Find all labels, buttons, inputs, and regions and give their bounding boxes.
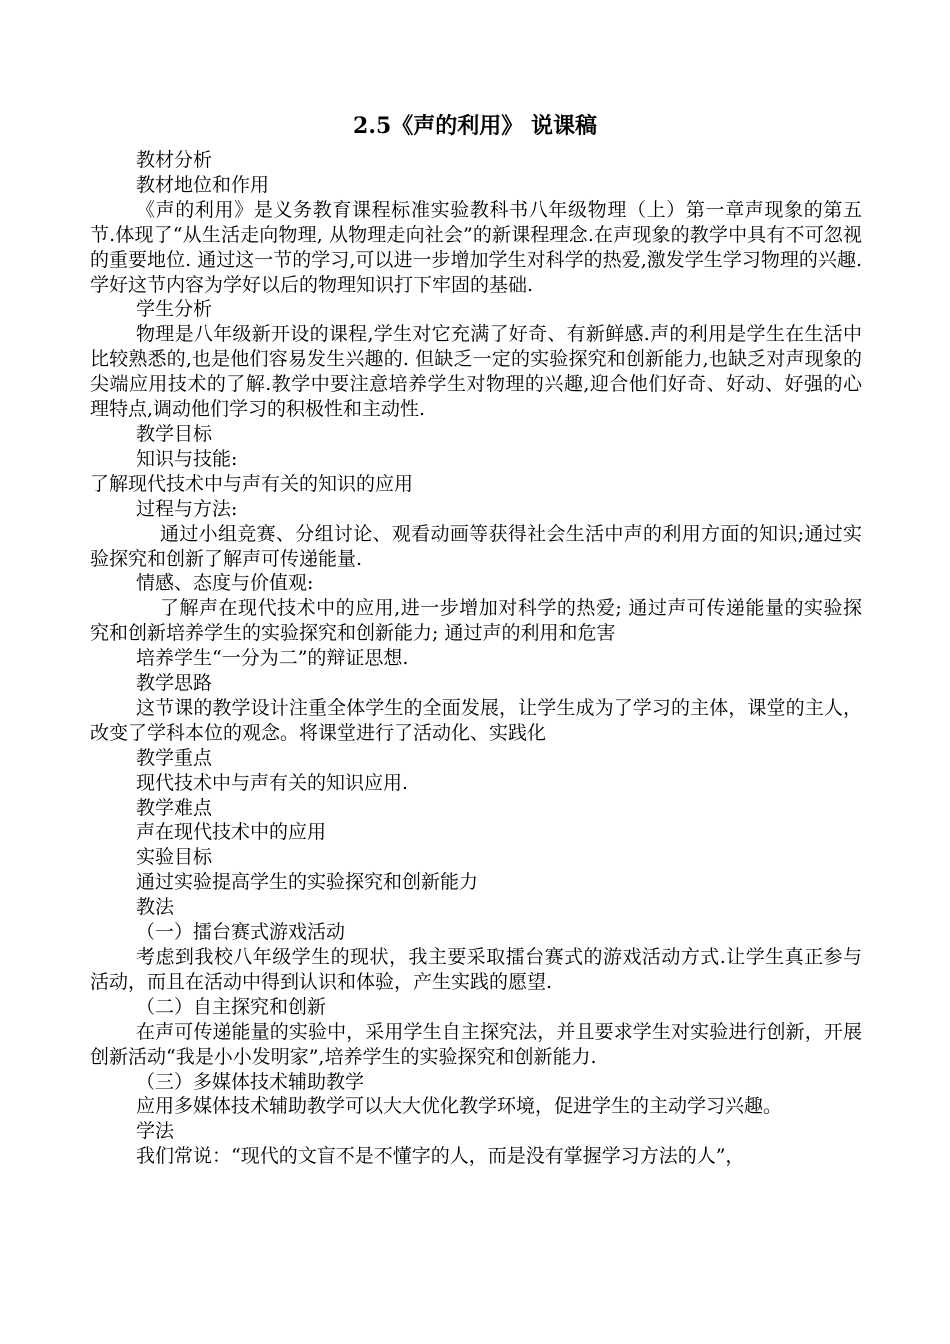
section-line: 教学目标 (136, 422, 213, 445)
section-line: 通过实验提高学生的实验探究和创新能力 (136, 871, 479, 894)
section-line: 知识与技能: (136, 447, 238, 470)
section-line: （二）自主探究和创新 (136, 995, 327, 1018)
section-line: 教学难点 (136, 796, 213, 819)
section-line: 我们常说：“现代的文盲不是不懂字的人，而是没有掌握学习方法的人”， (136, 1145, 745, 1168)
section-line: 培养学生“一分为二”的辩证思想. (136, 647, 409, 670)
body-paragraph: 通过小组竞赛、分组讨论、观看动画等获得社会生活中声的利用方面的知识;通过实验探究和创新了解声可传递能量. (90, 522, 862, 570)
section-line: （三）多媒体技术辅助教学 (136, 1070, 365, 1093)
body-paragraph: 了解声在现代技术中的应用,进一步增加对科学的热爱; 通过声可传递能量的实验探究和创新培养学生的实验探究和创新能力; 通过声的利用和危害 (90, 597, 862, 645)
section-line: 现代技术中与声有关的知识应用. (136, 771, 409, 794)
section-line: 教材分析 (136, 149, 213, 171)
section-line: 教学思路 (136, 672, 213, 695)
section-line: 教法 (136, 896, 175, 919)
document-title: 2.5《声的利用》 说课稿 (353, 113, 597, 139)
section-line: 教材地位和作用 (136, 173, 270, 196)
body-paragraph: 《声的利用》是义务教育课程标准实验教科书八年级物理（上）第一章声现象的第五节.体现了“从生活走向物理, 从物理走向社会”的新课程理念.在声现象的教学中具有不可忽视的重要地位. 通过这一节的学习,可以进一步增加学生对科学的热爱,激发学生学习物理的兴趣.学好这节内容为学好以后的物理知识打下牢固的基础. (90, 198, 862, 296)
body-paragraph: 在声可传递能量的实验中，采用学生自主探究法，并且要求学生对实验进行创新，开展创新活动“我是小小发明家”,培养学生的实验探究和创新能力. (90, 1020, 862, 1068)
body-paragraph: 物理是八年级新开设的课程,学生对它充满了好奇、有新鲜感.声的利用是学生在生活中比较熟悉的,也是他们容易发生兴趣的. 但缺乏一定的实验探究和创新能力,也缺乏对声现象的尖端应用技术的了解.教学中要注意培养学生对物理的兴趣,迎合他们好奇、好动、好强的心理特点,调动他们学习的积极性和主动性. (90, 323, 862, 421)
body-paragraph: 了解现代技术中与声有关的知识的应用 (90, 472, 414, 495)
section-line: （一）擂台赛式游戏活动 (136, 921, 346, 944)
section-line: 学生分析 (136, 298, 213, 321)
section-line: 声在现代技术中的应用 (136, 821, 327, 844)
section-line: 过程与方法: (136, 497, 238, 520)
section-line: 学法 (136, 1120, 175, 1143)
section-line: 实验目标 (136, 846, 213, 869)
section-line: 情感、态度与价值观: (136, 572, 314, 595)
document-body (90, 148, 862, 1169)
body-paragraph: 考虑到我校八年级学生的现状，我主要采取擂台赛式的游戏活动方式.让学生真正参与活动，而且在活动中得到认识和体验，产生实践的愿望. (90, 946, 862, 993)
body-paragraph: 这节课的教学设计注重全体学生的全面发展，让学生成为了学习的主体，课堂的主人，改变了学科本位的观念。将课堂进行了活动化、实践化 (90, 696, 862, 744)
section-line: 教学重点 (136, 746, 213, 769)
body-paragraph: 应用多媒体技术辅助教学可以大大优化教学环境，促进学生的主动学习兴趣。 (136, 1095, 783, 1118)
